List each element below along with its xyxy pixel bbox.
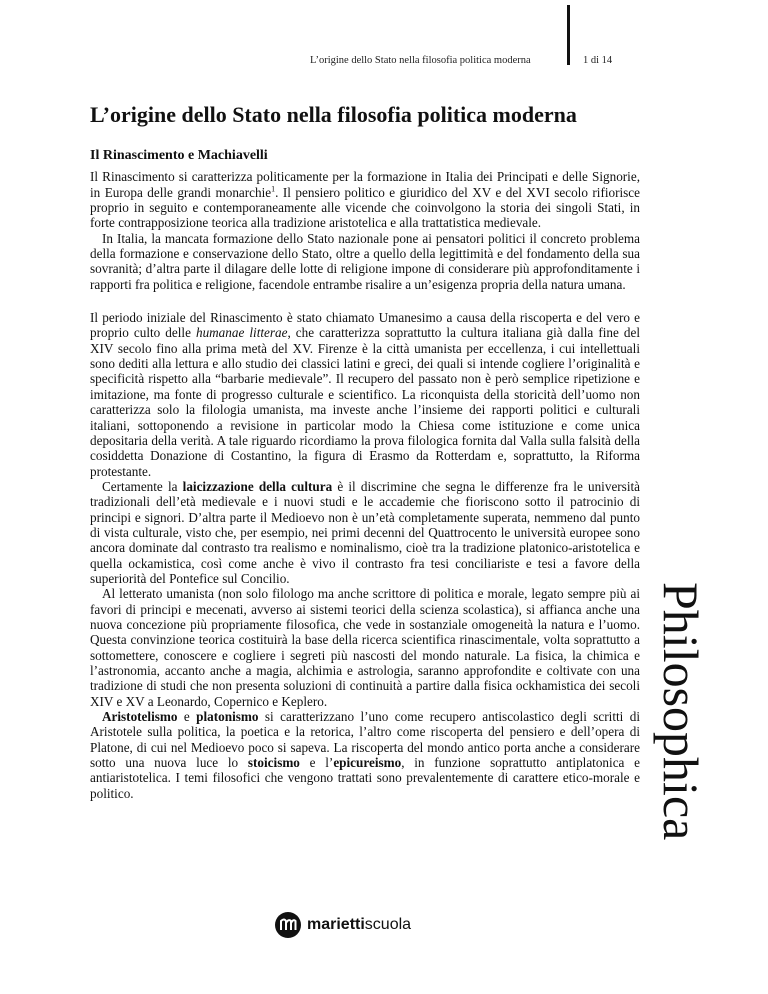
header-divider [567,5,570,65]
running-header: L’origine dello Stato nella filosofia politica moderna [310,55,531,66]
paragraph-6-bold-4: epicureismo [333,755,402,771]
marietti-m-logo-icon [275,912,301,938]
paragraph-6 [90,709,640,801]
paragraph-4-text-a: Certamente la [102,478,183,494]
logo-word-1: marietti [307,916,365,933]
logo-word-2: scuola [364,916,412,933]
paragraph-3 [90,310,640,479]
paragraph-1 [90,169,640,230]
paragraph-1-text-b: . Il pensiero politico e giuridico del XV e del XVI secolo rifiorisce proprio in seguito e contemporaneamente alle vicende che coinvolgono la storia dei singoli Stati, in forte contrapposizione teorica alla tradizione aristotelica e alla trattatistica medievale. [90,184,640,231]
paragraph-3-text-b: , che caratterizza soprattutto la cultura italiana già dalla fine del XIV secolo fino alla prima metà del XV. Firenze è la città umanista per eccellenza, i cui intellettuali sono dediti alla lettura e allo studio dei classici latini e greci, dei quali si intende cogliere l’originalità e specificità rispetto alla “barbarie medievale”. Il recupero del passato non è però semplice ripetizione e imitazione, ma fonte di progresso culturale e scientifico. La riconquista della storicità dell’uomo non caratterizza solo la filologia umanista, ma investe anche l’insieme dei rapporti politici e culturali italiani, sottoponendo a revisione in particolar modo la Chiesa come istituzione e come unica depositaria della verità. A tale riguardo ricordiamo la prova filologica fornita dal Valla sulla falsità della cosiddetta Donazione di Costantino, la figura di Erasmo da Rotterdam e, soprattutto, la Riforma protestante. [90,325,640,479]
section-heading: Il Rinascimento e Machiavelli [90,148,268,163]
footnote-marker[interactable]: 1 [271,184,276,194]
paragraph-6-text-b: si caratterizzano l’uno come recupero antiscolastico degli scritti di Aristotele sulla politica, la poetica e la retorica, l’altro come riscoperta del pensiero e dell’opera di Platone, di cui nel Medioevo poco si sapeva. La riscoperta del mondo antico porta anche a considerare sotto una nuova luce lo [90,709,641,771]
page-number: 1 di 14 [583,55,613,66]
side-title: Philosophica [653,582,709,841]
publisher-logo [275,912,411,938]
logo-wordmark [307,916,411,934]
paragraph-3-emphasis: humanae litterae [195,325,288,341]
paragraph-5: Al letterato umanista (non solo filologo ma anche scrittore di politica e morale, legato sempre più ai favori di principi e mecenati, avverso ai sistemi teorici della scienza scolastica), si affianca anche una nuova concezione più propriamente filosofica, che vede in sostanziale omogeneità la natura e l’uomo. Questa convinzione teorica costituirà la base della ricerca scientifica rinascimentale, volta soprattutto a sottomettere, conoscere e cogliere i segreti più nascosti del mondo naturale. La fisica, la chimica e l’astronomia, accanto anche a magia, alchimia e astrologia, saranno approfondite e coltivate con una tradizione di studi che non presenta soluzioni di continuità a partire dalla fisica ockhamistica dei secoli XIV e XV a Leonardo, Copernico e Keplero. [90,586,640,709]
paragraph-2: In Italia, la mancata formazione dello Stato nazionale pone ai pensatori politici il concreto problema della formazione e conservazione dello Stato, oltre a quello della legittimità e del fondamento della sua sovranità; d’altra parte il dilagare delle lotte di religione impone di considerare più approfonditamente i rapporti fra politica e religione, facendole entrambe risalire a un’esigenza propria della natura umana. [90,230,640,292]
paragraph-4 [90,479,640,586]
paragraph-6-text-d: , in funzione soprattutto antiplatonica e antiaristotelica. I temi filosofici che vengono trattati sono prevalentemente di carattere etico-morale e politico. [90,755,640,801]
page-title: L’origine dello Stato nella filosofia politica moderna [90,102,577,127]
paragraph-4-bold: laicizzazione della cultura [182,478,333,494]
paragraph-6-text-c: e l’ [299,755,334,771]
paragraph-6-bold-2: platonismo [196,709,259,725]
paragraph-6-bold-3: stoicismo [247,755,300,771]
body-text [90,148,640,801]
paragraph-1-text-a: Il Rinascimento si caratterizza politicamente per la formazione in Italia dei Principati e delle Signorie, in Europa delle grandi monarchie [90,169,640,200]
paragraph-6-text-a: e [177,709,197,725]
paragraph-3-text-a: Il periodo iniziale del Rinascimento è stato chiamato Umanesimo a causa della riscoperta e del vero e proprio culto delle [90,310,640,341]
paragraph-6-bold-1: Aristotelismo [102,709,178,725]
paragraph-4-text-b: è il discrimine che segna le differenze fra le università tradizionali dell’età medievale e i nuovi studi e le accademie che fioriscono sotto il patrocinio di principi e signori. D’altra parte il Medioevo non è un’età completamente superata, nemmeno dal punto di vista culturale, visto che, per esempio, nei primi decenni del Quattrocento le università europee sono ancora dominate dal contrasto tra realismo e nominalismo, cioè tra la tradizione platonico-aristotelica e quella ockamistica, così come anche è vivo il contrasto fra tesi conciliariste e tesi a favore della superiorità del Pontefice sul Concilio. [90,478,640,586]
